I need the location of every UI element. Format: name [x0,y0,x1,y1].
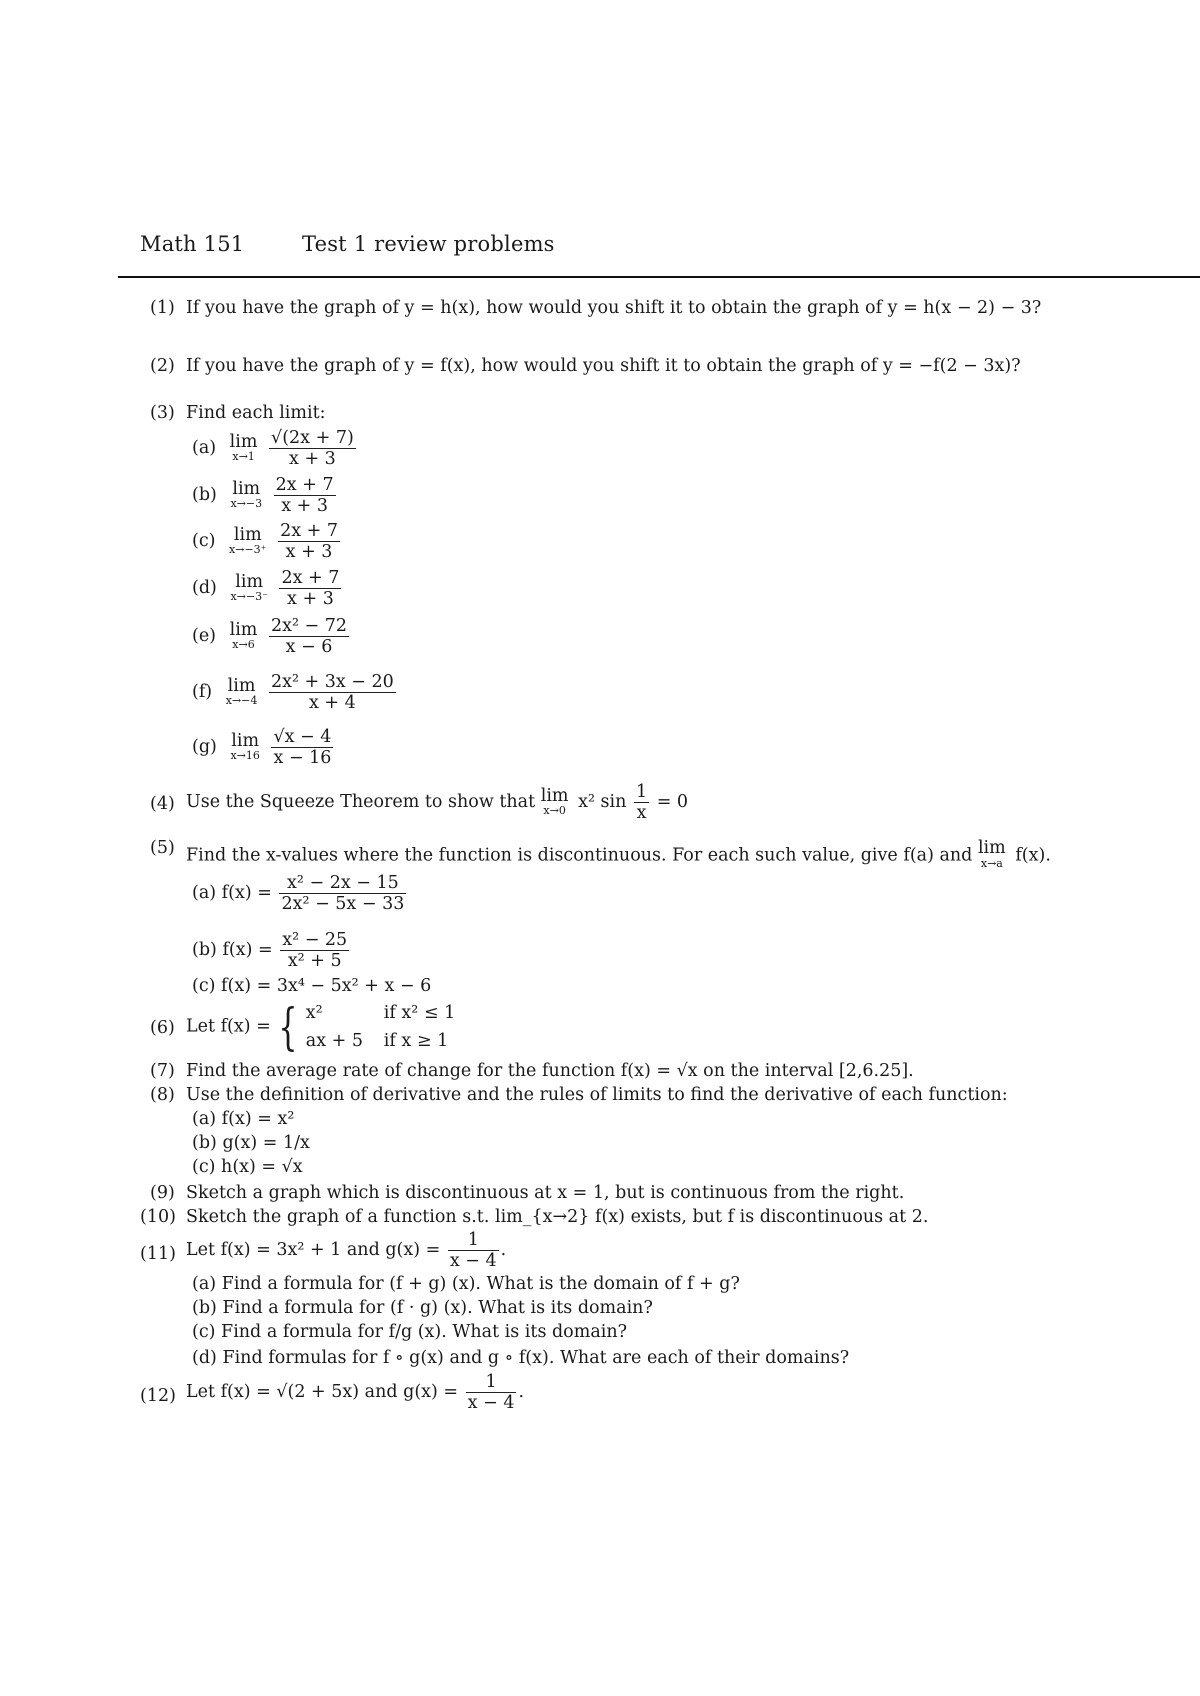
problem-5-tail: f(x). [1015,845,1051,866]
fraction-denominator: x + 3 [285,542,333,563]
piecewise-cases [306,999,455,1055]
problem-11-text: Let f(x) = 3x² + 1 and g(x) = [186,1240,441,1261]
problem-4-rhs: = 0 [656,792,689,813]
lim-subscript: x→6 [232,638,255,652]
problem-12-line: Let f(x) = √(2 + 5x) and g(x) = $\frac{1}{x - 4}$ . [186,1372,525,1414]
part-label: (f) [192,682,213,703]
case-1-condition: if x² ≤ 1 [383,1003,456,1023]
fraction-denominator: x − 6 [285,637,333,658]
fraction-numerator: x² − 25 [282,930,348,950]
problem-12-number: (12) [140,1386,176,1406]
part-label: (a) [192,1109,217,1129]
limit-part-g [192,727,335,768]
problem-10-number: (10) [140,1207,176,1227]
problem-6-line [186,999,455,1055]
fraction-denominator: x − 16 [273,748,332,769]
problem-2-number: (2) [150,356,175,376]
fraction-denominator: x + 4 [308,693,356,714]
part-lhs: f(x) = [221,883,272,904]
lim-subscript: x→−4 [225,694,258,708]
problem-7-text: Find the average rate of change for the function f(x) = √x on the interval [2,6.25]. [186,1061,914,1081]
lim-subscript: x→0 [543,804,566,818]
limit-part-c [192,521,342,562]
header-rule [118,276,1200,278]
part-label: (e) [192,626,217,647]
fraction-numerator: 2x² + 3x − 20 [270,672,394,692]
problem-7-number: (7) [150,1061,175,1081]
lim-word: lim [232,478,261,499]
combination-part-d [192,1350,849,1368]
limit-part-d [192,568,343,609]
fraction-denominator: x − 4 [449,1251,497,1272]
problem-5-number: (5) [150,838,175,858]
page-title: Test 1 review problems [302,232,555,256]
fraction-numerator: 1 [466,1372,517,1393]
problem-8-number: (8) [150,1085,175,1105]
problem-5-line [186,840,1051,870]
part-label: (c) [192,976,216,996]
left-brace: { [278,998,298,1056]
problem-4-number: (4) [150,794,175,814]
combination-part-c [192,1324,627,1342]
part-text: Find formulas for f ∘ g(x) and g ∘ f(x). What are each of their domains? [222,1348,850,1368]
problem-6-text: Let f(x) = [186,1016,271,1037]
fraction-denominator: x + 3 [289,449,336,470]
part-label: (a) [192,1274,217,1294]
lim-subscript: x→−3 [230,497,263,511]
part-label: (b) [192,940,217,961]
part-label: (d) [192,578,217,599]
derivative-part-c [192,1159,303,1177]
part-text: g(x) = 1/x [222,1133,310,1153]
fraction-numerator: 2x + 7 [280,521,339,541]
fraction-denominator: x − 4 [467,1393,515,1414]
problem-4-expression: x² sin [578,792,627,813]
problem-6-number: (6) [150,1018,175,1038]
discontinuity-part-b [192,930,351,971]
fraction-denominator: 2x² − 5x − 33 [281,894,405,915]
part-text: Find a formula for f/g (x). What is its domain? [221,1322,627,1342]
fraction-numerator: x² − 2x − 15 [279,873,406,894]
case-2-condition: if x ≥ 1 [383,1031,449,1051]
lim-word: lim [977,838,1006,858]
fraction-numerator: √x − 4 [273,727,332,747]
part-label: (g) [192,737,217,758]
part-label: (a) [192,438,217,459]
problem-11-number: (11) [140,1244,176,1264]
case-2-expression: ax + 5 [305,1031,364,1051]
limit-part-f [192,672,398,713]
problem-4-text: Use the Squeeze Theorem to show that [186,792,536,813]
problem-3-number: (3) [150,403,175,423]
lim-word: lim [235,571,264,592]
part-lhs: f(x) = [222,940,273,961]
discontinuity-part-c [192,978,431,996]
problem-12-text: Let f(x) = √(2 + 5x) and g(x) = [186,1382,459,1403]
limit-part-e [192,616,351,657]
fraction-numerator: 2x² − 72 [270,616,348,636]
lim-subscript: x→−3⁻ [230,590,268,604]
derivative-part-b [192,1135,310,1153]
limit-part-a [192,428,358,469]
fraction-denominator: x + 3 [281,496,329,517]
problem-5-text: Find the x-values where the function is discontinuous. For each such value, give f(a) and [186,845,973,866]
fraction-denominator: x [636,803,647,824]
part-label: (c) [192,531,216,552]
part-label: (b) [192,1133,217,1153]
lim-word: lim [233,524,262,545]
problem-4-line [186,782,688,823]
fraction-numerator: 1 [448,1230,499,1251]
combination-part-b [192,1300,653,1318]
part-text: f(x) = 3x⁴ − 5x² + x − 6 [221,976,432,996]
lim-word: lim [227,675,256,696]
lim-word: lim [231,730,260,751]
combination-part-a [192,1276,740,1294]
part-label: (b) [192,485,217,506]
part-label: (b) [192,1298,217,1318]
part-label: (a) [192,883,217,904]
problem-11-line: Let f(x) = 3x² + 1 and g(x) = $\frac{1}{x - 4}$ . [186,1230,507,1272]
case-1-expression: x² [305,1003,323,1023]
fraction-numerator: 2x + 7 [281,568,340,588]
part-text: f(x) = x² [221,1109,295,1129]
fraction-numerator: 2x + 7 [275,475,334,495]
problem-3-text: Find each limit: [186,403,326,423]
limit-part-b [192,475,338,516]
lim-subscript: x→16 [230,749,260,763]
problem-9-text: Sketch a graph which is discontinuous at x = 1, but is continuous from the right. [186,1183,905,1203]
lim-word: lim [229,619,258,640]
fraction-numerator: √(2x + 7) [271,428,354,448]
lim-word: lim [540,785,569,806]
lim-subscript: x→1 [232,450,255,464]
part-text: Find a formula for (f + g) (x). What is the domain of f + g? [221,1274,740,1294]
problem-9-number: (9) [150,1183,175,1203]
course-name: Math 151 [140,232,245,256]
lim-subscript: x→a [980,856,1003,870]
part-label: (c) [192,1157,216,1177]
lim-word: lim [229,431,258,452]
problem-8-text: Use the definition of derivative and the rules of limits to find the derivative of each function: [186,1085,1008,1105]
fraction-denominator: x² + 5 [287,951,342,972]
problem-1-text: If you have the graph of y = h(x), how would you shift it to obtain the graph of y = h(x − 2) − 3? [186,298,1042,318]
fraction-denominator: x + 3 [287,589,334,610]
problem-1-number: (1) [150,298,175,318]
part-label: (c) [192,1322,216,1342]
derivative-part-a [192,1111,294,1129]
part-label: (d) [192,1348,217,1368]
discontinuity-part-a [192,873,408,914]
part-text: Find a formula for (f · g) (x). What is its domain? [222,1298,653,1318]
part-text: h(x) = √x [221,1157,303,1177]
lim-subscript: x→−3⁺ [229,543,267,557]
problem-10-text: Sketch the graph of a function s.t. lim_{x→2} f(x) exists, but f is discontinuous at 2. [186,1207,929,1227]
fraction-numerator: 1 [635,782,648,802]
problem-2-text: If you have the graph of y = f(x), how would you shift it to obtain the graph of y = −f(2 − 3x)? [186,356,1021,376]
